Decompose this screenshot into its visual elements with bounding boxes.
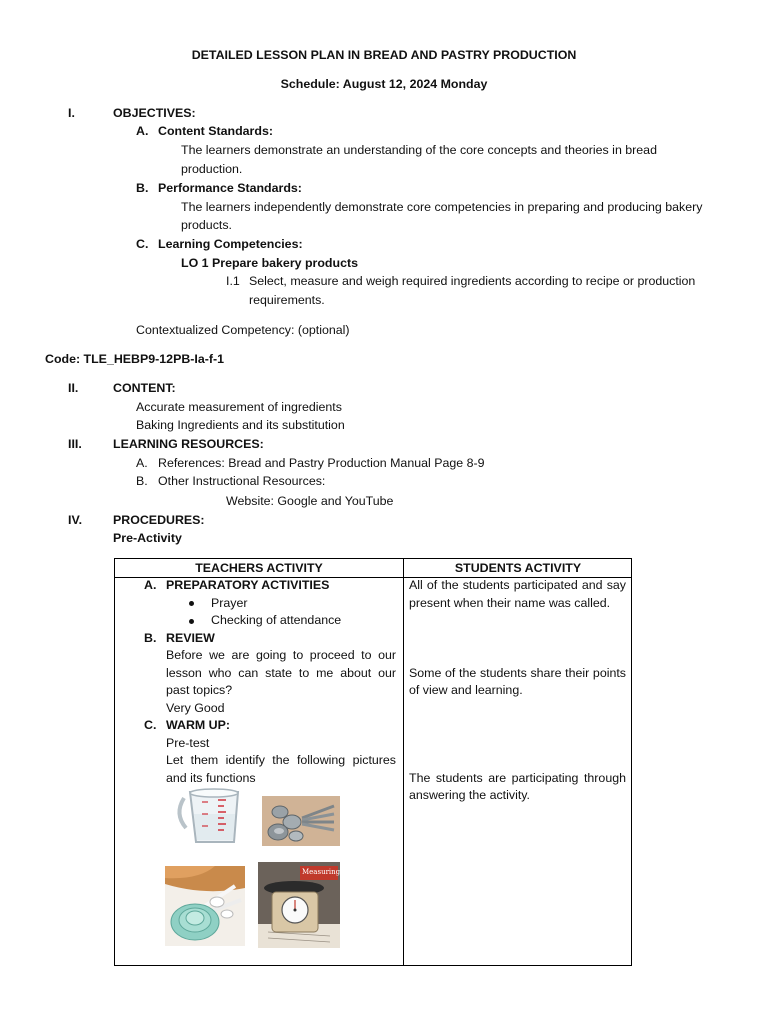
schedule: Schedule: August 12, 2024 Monday — [280, 77, 488, 91]
performance-standards-text-2: products. — [181, 218, 232, 232]
procedures-numeral: IV. — [68, 513, 83, 527]
teachers-activity-header: TEACHERS ACTIVITY — [195, 561, 323, 575]
review-label: REVIEW — [166, 630, 215, 645]
procedures-heading: PROCEDURES: — [113, 513, 205, 527]
resources-heading: LEARNING RESOURCES: — [113, 437, 264, 451]
bullet-prayer: Prayer — [211, 595, 248, 610]
content-line-2: Baking Ingredients and its substitution — [136, 418, 345, 432]
content-standards-text-1: The learners demonstrate an understanding of the core concepts and theories in bread — [181, 143, 657, 157]
other-resources-text: Other Instructional Resources: — [158, 474, 326, 488]
objectives-numeral: I. — [68, 106, 75, 120]
review-text: Before we are going to proceed to our lesson who can state to me about our past topics? — [166, 648, 396, 697]
references-letter: A. — [136, 456, 148, 470]
student-response-warmup: The students are participating through answering the activity. — [409, 770, 626, 802]
bullet-icon — [189, 619, 194, 624]
pretest-label: Pre-test — [166, 735, 210, 750]
students-activity-header: STUDENTS ACTIVITY — [454, 561, 582, 575]
resources-numeral: III. — [68, 437, 82, 451]
performance-standards-text-1: The learners independently demonstrate core competencies in preparing and producing bakery — [181, 200, 703, 214]
learning-competencies-letter: C. — [136, 237, 149, 251]
review-response: Very Good — [166, 700, 225, 715]
other-resources-letter: B. — [136, 474, 148, 488]
competency-item-text-2: requirements. — [249, 293, 325, 307]
references-text: References: Bread and Pastry Production Manual Page 8-9 — [158, 456, 485, 470]
warmup-text: Let them identify the following pictures and its functions — [166, 753, 396, 785]
measuring-cup-image — [170, 784, 250, 848]
preparatory-label: PREPARATORY ACTIVITIES — [166, 578, 330, 592]
bullet-attendance: Checking of attendance — [211, 613, 342, 627]
contextualized-competency: Contextualized Competency: (optional) — [136, 323, 350, 337]
warmup-label: WARM UP: — [166, 718, 231, 732]
review-letter: B. — [144, 630, 157, 645]
performance-standards-letter: B. — [136, 181, 149, 195]
learning-competencies-label: Learning Competencies: — [158, 237, 303, 251]
learning-outcome: LO 1 Prepare bakery products — [181, 256, 358, 270]
content-standards-text-2: production. — [181, 162, 243, 176]
student-response-attendance: All of the students participated and say present when their name was called. — [409, 578, 626, 610]
bullet-icon — [189, 601, 194, 606]
measuring-cups-set-image — [165, 866, 245, 946]
table-column-divider — [403, 559, 404, 965]
student-response-review: Some of the students share their points of view and learning. — [409, 665, 626, 697]
content-heading: CONTENT: — [113, 381, 176, 395]
measuring-spoons-image — [262, 796, 340, 846]
competency-item-number: I.1 — [226, 274, 240, 288]
website-resource: Website: Google and YouTube — [226, 494, 394, 508]
objectives-heading: OBJECTIVES: — [113, 106, 196, 120]
content-numeral: II. — [68, 381, 79, 395]
content-standards-label: Content Standards: — [158, 124, 273, 138]
document-title: DETAILED LESSON PLAN IN BREAD AND PASTRY PRODUCTION — [191, 48, 577, 62]
preparatory-letter: A. — [144, 578, 157, 592]
competency-item-text-1: Select, measure and weigh required ingredients according to recipe or production — [249, 274, 696, 288]
pre-activity-heading: Pre-Activity — [113, 531, 182, 545]
content-standards-letter: A. — [136, 124, 149, 138]
warmup-letter: C. — [144, 718, 157, 732]
competency-code: Code: TLE_HEBP9-12PB-Ia-f-1 — [45, 352, 225, 366]
kitchen-scale-image — [258, 862, 360, 948]
performance-standards-label: Performance Standards: — [158, 181, 302, 195]
content-line-1: Accurate measurement of ingredients — [136, 400, 342, 414]
scale-label: Measuring tools — [302, 868, 360, 876]
